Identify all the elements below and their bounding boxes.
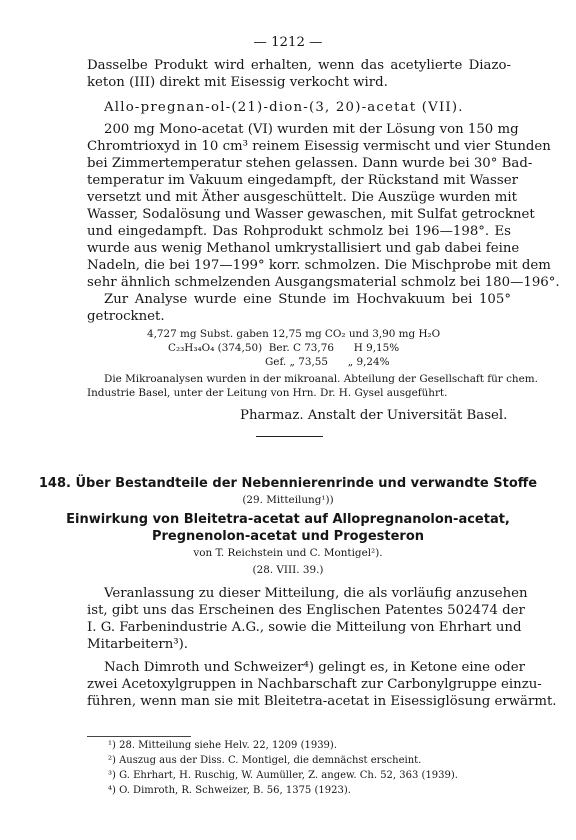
paragraph-line: Mitarbeitern³).: [87, 637, 189, 652]
procedure-line: wurde aus wenig Methanol umkrystallisiert und gab dabei feine: [87, 241, 520, 256]
article-date: (28. VIII. 39.): [252, 564, 324, 576]
procedure-line: sehr ähnlich schmelzenden Ausgangsmaterial schmolz bei 180—196°.: [87, 275, 560, 290]
intro-line: Dasselbe Produkt wird erhalten, wenn das acetylierte Diazo-: [87, 58, 511, 73]
micro-note-line: Industrie Basel, unter der Leitung von Hrn. Dr. H. Gysel ausgeführt.: [87, 387, 448, 399]
compound-heading: Allo-pregnan-ol-(21)-dion-(3, 20)-acetat (VII).: [104, 100, 464, 115]
paragraph-line: ist, gibt uns das Erscheinen des Englischen Patentes 502474 der: [87, 603, 525, 618]
procedure-line: bei Zimmertemperatur stehen gelassen. Dann wurde bei 30° Bad-: [87, 156, 533, 171]
article-title: 148. Über Bestandteile der Nebennierenrinde und verwandte Stoffe: [38, 476, 538, 491]
procedure-line: und eingedampft. Das Rohprodukt schmolz bei 196—198°. Es: [87, 224, 511, 239]
paragraph-line: Veranlassung zu dieser Mitteilung, die als vorläufig anzusehen: [104, 586, 528, 601]
authors: von T. Reichstein und C. Montigel²).: [193, 547, 383, 559]
analysis-data-line: C₂₃H₃₄O₄ (374,50) Ber. C 73,76 H 9,15%: [168, 342, 400, 354]
series-note: (29. Mitteilung¹)): [242, 494, 334, 506]
footnote-rule: [87, 736, 191, 737]
article-subtitle: Pregnenolon-acetat und Progesteron: [151, 529, 425, 544]
footnote: ²) Auszug aus der Diss. C. Montigel, die demnächst erscheint.: [108, 755, 422, 766]
paragraph-line: zwei Acetoxylgruppen in Nachbarschaft zur Carbonylgruppe einzu-: [87, 677, 542, 692]
section-divider: [256, 436, 323, 437]
intro-line: keton (III) direkt mit Eisessig verkocht wird.: [87, 75, 388, 90]
paragraph-line: führen, wenn man sie mit Bleitetra-acetat in Eisessiglösung erwärmt.: [87, 694, 557, 709]
procedure-line: versetzt und mit Äther ausgeschüttelt. Die Auszüge wurden mit: [87, 190, 517, 205]
footnote: ¹) 28. Mitteilung siehe Helv. 22, 1209 (1939).: [108, 740, 338, 751]
procedure-line: Nadeln, die bei 197—199° korr. schmolzen. Die Mischprobe mit dem: [87, 258, 551, 273]
procedure-line: Wasser, Sodalösung und Wasser gewaschen, mit Sulfat getrocknet: [87, 207, 535, 222]
analysis-data-line: Gef. „ 73,55 „ 9,24%: [265, 356, 390, 368]
micro-note-line: Die Mikroanalysen wurden in der mikroanal. Abteilung der Gesellschaft für chem.: [104, 373, 538, 385]
procedure-line: Chromtrioxyd in 10 cm³ reinem Eisessig vermischt und vier Stunden: [87, 139, 551, 154]
footnote: ⁴) O. Dimroth, R. Schweizer, B. 56, 1375 (1923).: [108, 785, 351, 796]
paragraph-line: I. G. Farbenindustrie A.G., sowie die Mitteilung von Ehrhart und: [87, 620, 522, 635]
analysis-line: Zur Analyse wurde eine Stunde im Hochvakuum bei 105°: [104, 292, 511, 307]
procedure-line: 200 mg Mono-acetat (VI) wurden mit der Lösung von 150 mg: [104, 122, 519, 137]
footnote: ³) G. Ehrhart, H. Ruschig, W. Aumüller, Z. angew. Ch. 52, 363 (1939).: [108, 770, 458, 781]
analysis-data-line: 4,727 mg Subst. gaben 12,75 mg CO₂ und 3,90 mg H₂O: [147, 328, 441, 340]
article-subtitle: Einwirkung von Bleitetra-acetat auf Allopregnanolon-acetat,: [66, 512, 510, 527]
procedure-line: temperatur im Vakuum eingedampft, der Rückstand mit Wasser: [87, 173, 518, 188]
analysis-line: getrocknet.: [87, 309, 165, 324]
page-number: — 1212 —: [253, 35, 323, 50]
affiliation: Pharmaz. Anstalt der Universität Basel.: [240, 408, 508, 423]
paragraph-line: Nach Dimroth und Schweizer⁴) gelingt es, in Ketone eine oder: [104, 660, 525, 675]
